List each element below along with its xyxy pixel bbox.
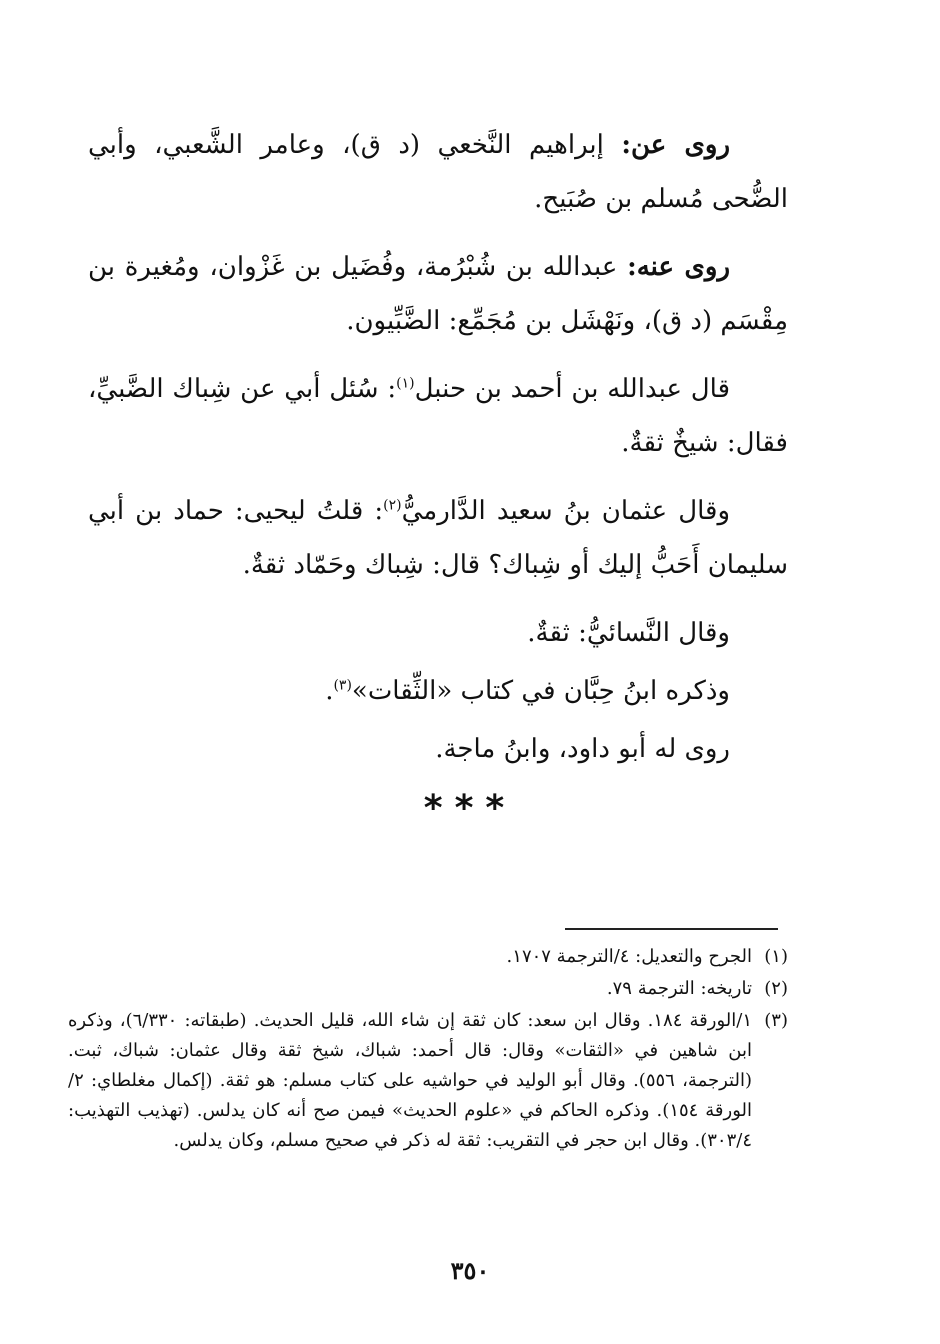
paragraph-darimi xyxy=(88,484,788,592)
paragraph-text: وقال النَّسائيُّ: ثقةٌ. xyxy=(527,618,730,648)
section-separator: *** xyxy=(423,788,517,829)
paragraph-narrated-in xyxy=(88,722,788,776)
paragraph-narrated-from xyxy=(88,118,788,226)
footnote-number: (٣) xyxy=(764,1010,788,1031)
footnotes xyxy=(68,942,788,1158)
footnote-text: تاريخه: الترجمة ٧٩. xyxy=(606,978,752,999)
footnote-number: (٢) xyxy=(764,978,788,999)
paragraph-text: وقال عثمان بنُ سعيد الدَّارميُّ xyxy=(401,496,731,526)
paragraph-text: روى له أبو داود، وابنُ ماجة. xyxy=(435,734,730,764)
footnote-2 xyxy=(68,974,788,1004)
footnote-text: الجرح والتعديل: ٤/الترجمة ١٧٠٧. xyxy=(506,946,752,967)
paragraph-text: : سُئل أبي عن شِباك الضَّبيِّ، فقال: شيخٌ ثقةٌ. xyxy=(88,374,788,458)
footnote-text: ١/الورقة ١٨٤. وقال ابن سعد: كان ثقة إن شاء الله، قليل الحديث. (طبقاته: ٦/٣٣٠)، وذكره ابن شاهين في «الثقات» وقال: قال أحمد: شباك، شيخ ثقة وقال عثمان: شباك، ثبت. (الترجمة، ٥٥٦). وقال أبو الوليد في حواشيه على كتاب مسلم: هو ثقة. (إكمال مغلطاي: ٢/الورقة ١٥٤). وذكره الحاكم في «علوم الحديث» فيمن صح أنه كان يدلس. (تهذيب التهذيب: ٣٠٣/٤). وقال ابن حجر في التقريب: ثقة له ذكر في صحيح مسلم، وكان يدلس. xyxy=(68,1010,753,1151)
paragraph-text: : قلتُ ليحيى: حماد بن أبي سليمان أَحَبُّ إليك أو شِباك؟ قال: شِباك وحَمّاد ثقةٌ. xyxy=(88,496,788,580)
paragraph-nasai xyxy=(88,606,788,660)
footnote-ref-2[interactable]: (٢) xyxy=(383,497,402,514)
main-text xyxy=(88,118,788,790)
paragraph-ibn-hanbal xyxy=(88,362,788,470)
paragraph-ibn-hibban xyxy=(88,664,788,718)
page-number: ٣٥٠ xyxy=(450,1256,490,1285)
footnote-3 xyxy=(68,1006,788,1156)
paragraph-text: . xyxy=(325,676,334,706)
footnote-number: (١) xyxy=(764,946,788,967)
footnote-ref-3[interactable]: (٣) xyxy=(333,677,352,694)
paragraph-lead: روى عنه: xyxy=(627,252,731,282)
paragraph-text: قال عبدالله بن أحمد بن حنبل xyxy=(414,374,730,404)
paragraph-text: إبراهيم النَّخعي (د ق)، وعامر الشَّعبي، وأبي الضُّحى مُسلم بن صُبَيح. xyxy=(88,130,788,214)
footnote-1 xyxy=(68,942,788,972)
paragraph-narrated-by xyxy=(88,240,788,348)
paragraph-text: عبدالله بن شُبْرُمة، وفُضَيل بن غَزْوان، ومُغيرة بن مِقْسَم (د ق)، ونَهْشَل بن مُجَمِّع: الضَّبِّيون. xyxy=(88,252,788,336)
footnote-divider xyxy=(565,928,778,930)
footnote-ref-1[interactable]: (١) xyxy=(396,375,415,392)
paragraph-lead: روى عن: xyxy=(621,130,731,160)
paragraph-text: وذكره ابنُ حِبَّان في كتاب «الثِّقات» xyxy=(351,676,730,706)
